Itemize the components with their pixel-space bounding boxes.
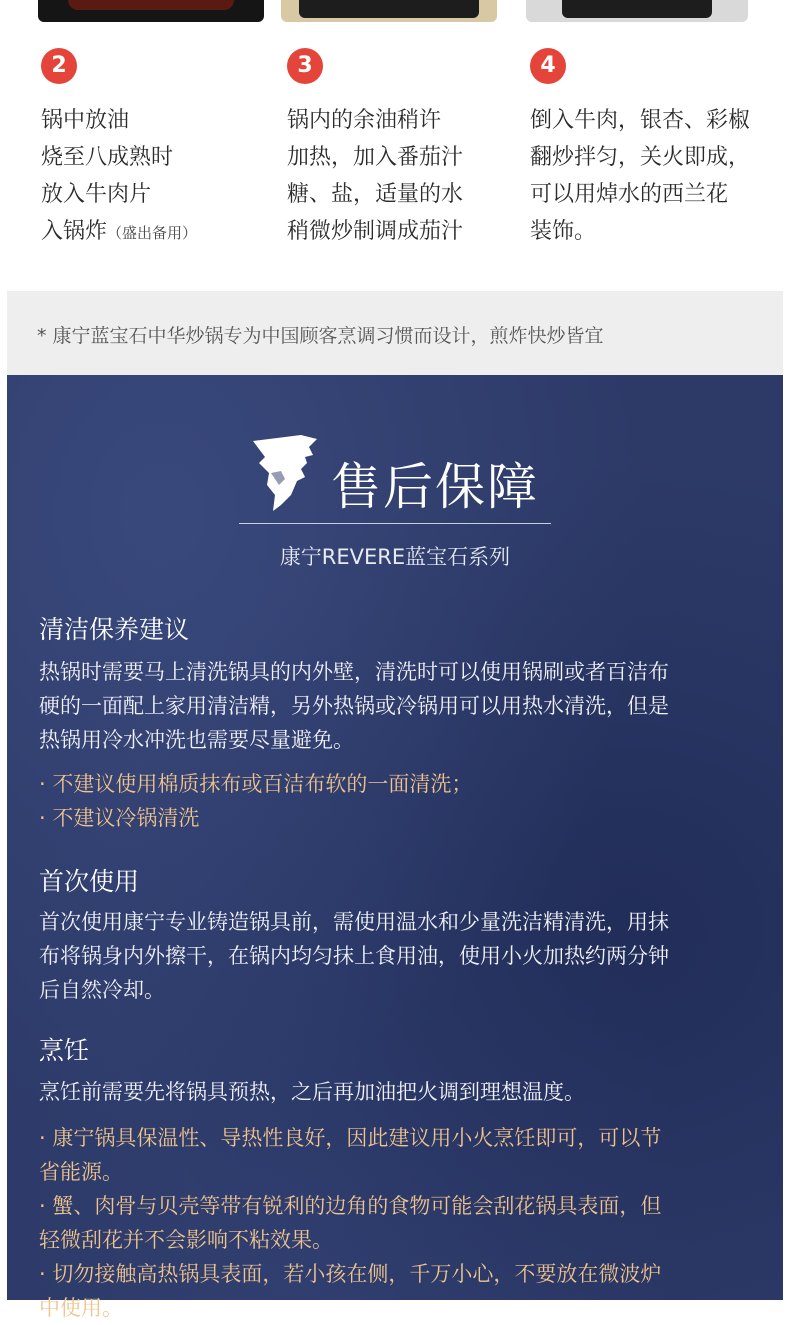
body-line: 热锅时需要马上清洗锅具的内外壁，清洗时可以使用锅刷或者百洁布 [39, 660, 669, 684]
step-text-line [41, 213, 281, 252]
step-number-badge: 2 [41, 48, 77, 84]
step-text-line: 倒入牛肉，银杏、彩椒 [530, 108, 751, 133]
section-tips-cleaning [39, 767, 759, 835]
tip-line: · 切勿接触高热锅具表面，若小孩在侧，千万小心，不要放在微波炉 [39, 1262, 662, 1286]
step-text-line: 糖、盐，适量的水 [287, 182, 464, 207]
tip-line: · 蟹、肉骨与贝壳等带有锐利的边角的食物可能会刮花锅具表面，但 [39, 1194, 662, 1218]
after-sales-panel [7, 375, 783, 1320]
recipe-step-4 [530, 48, 770, 250]
panel-title: 售后保障 [331, 458, 539, 516]
step-text-line: 稍微炒制调成茄汁 [287, 219, 464, 244]
step-1-photo [38, 0, 264, 22]
design-notice [7, 291, 783, 375]
body-line: 首次使用康宁专业铸造锅具前，需使用温水和少量洗洁精清洗，用抹 [39, 910, 669, 934]
step-number-badge: 3 [287, 48, 323, 84]
step-text-line: 可以用焯水的西兰花 [530, 182, 729, 207]
tip-line: 省能源。 [39, 1160, 123, 1184]
tip-line: · 康宁锅具保温性、导热性良好，因此建议用小火烹饪即可，可以节 [39, 1126, 662, 1150]
section-tips-cooking [39, 1121, 759, 1325]
section-body-cooking [39, 1075, 759, 1109]
step-text: 入锅炸 [41, 219, 108, 244]
step-text-line: 锅中放油 [41, 108, 130, 133]
section-heading-cooking: 烹饪 [39, 1036, 90, 1065]
section-heading-cleaning: 清洁保养建议 [39, 615, 190, 644]
product-image-strip [0, 0, 790, 24]
step-number-badge: 4 [530, 48, 566, 84]
step-text-line: 加热，加入番茄汁 [287, 145, 464, 170]
step-text-line: 烧至八成熟时 [41, 145, 174, 170]
panel-subtitle: 康宁REVERE蓝宝石系列 [279, 545, 511, 569]
body-line: 布将锅身内外擦干，在锅内均匀抹上食用油，使用小火加热约两分钟 [39, 944, 669, 968]
body-line: 烹饪前需要先将锅具预热，之后再加油把火调到理想温度。 [39, 1080, 585, 1104]
recipe-step-3 [287, 48, 527, 250]
tip-line: · 不建议冷锅清洗 [39, 806, 200, 830]
body-line: 后自然冷却。 [39, 978, 165, 1002]
tip-line: · 不建议使用棉质抹布或百洁布软的一面清洗； [39, 772, 473, 796]
section-heading-first-use: 首次使用 [39, 867, 140, 896]
tip-line: 中使用。 [39, 1296, 123, 1320]
body-line: 硬的一面配上家用清洁精，另外热锅或冷锅用可以用热水清洗，但是 [39, 694, 669, 718]
notice-text: * 康宁蓝宝石中华炒锅专为中国顾客烹调习惯而设计，煎炸快炒皆宜 [37, 325, 604, 347]
revere-profile-logo-icon [251, 433, 321, 513]
title-divider [239, 523, 551, 524]
section-body-first-use [39, 905, 759, 1007]
step-text-line: 装饰。 [530, 219, 597, 244]
step-text-line: 锅内的余油稍许 [287, 108, 442, 133]
step-note: （盛出备用） [107, 224, 198, 242]
step-text-line: 翻炒拌匀，关火即成， [530, 145, 751, 170]
body-line: 热锅用冷水冲洗也需要尽量避免。 [39, 728, 354, 752]
section-body-cleaning [39, 655, 759, 757]
step-3-photo [526, 0, 748, 22]
tip-line: 轻微刮花并不会影响不粘效果。 [39, 1228, 333, 1252]
recipe-step-2 [41, 48, 281, 252]
step-text-line: 放入牛肉片 [41, 182, 152, 207]
step-2-photo [281, 0, 497, 22]
